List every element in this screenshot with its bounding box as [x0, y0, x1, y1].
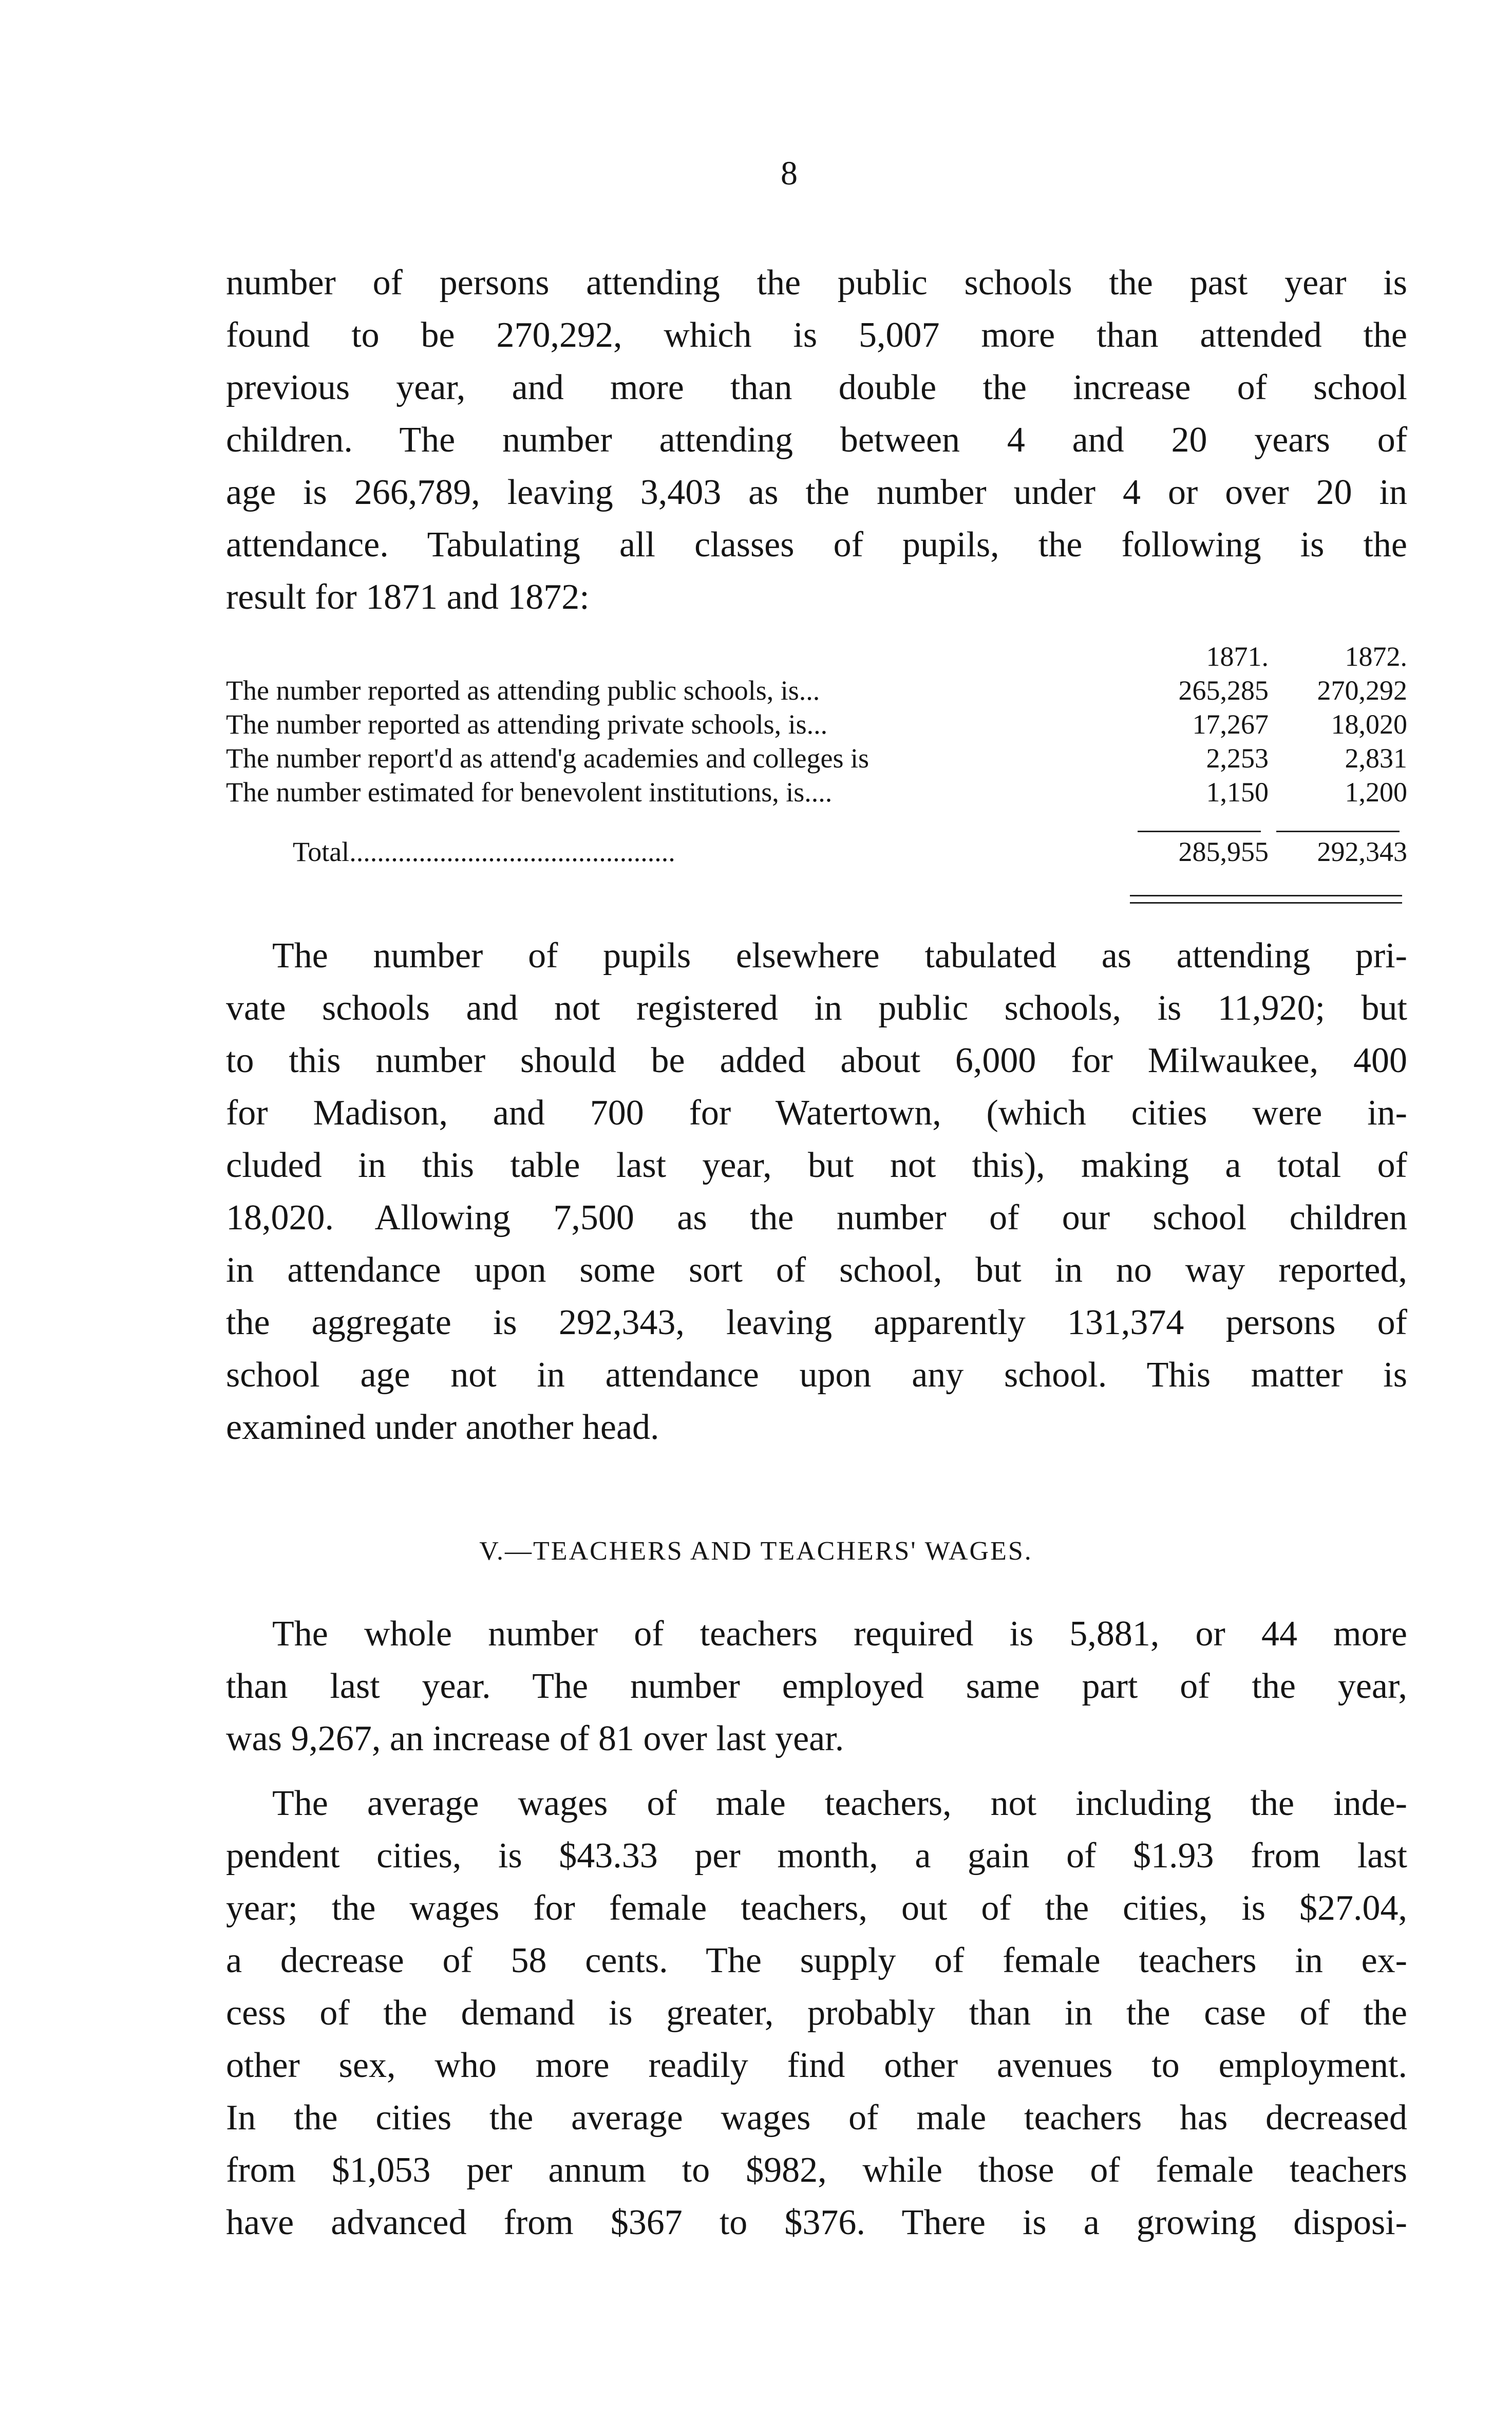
total-1871: 285,955 [1178, 836, 1269, 867]
total-row [226, 835, 1407, 871]
paragraph-3 [226, 1608, 1407, 1765]
total-1872: 292,343 [1317, 836, 1407, 867]
column-header-1871: 1871. [1206, 641, 1269, 672]
row-label: The number reported as attending public schools, is... [226, 675, 820, 706]
text-line: for Madison, and 700 for Watertown, (which cities were in- [226, 1093, 1407, 1133]
value-1871: 265,285 [1178, 675, 1269, 706]
paragraph-4 [226, 1777, 1407, 2249]
text-line: cess of the demand is greater, probably than in the case of the [226, 1993, 1407, 2033]
total-double-rule-bottom [1130, 902, 1402, 904]
table-row [226, 673, 1407, 707]
subtotal-rule-1871 [1138, 831, 1261, 832]
value-1872: 2,831 [1345, 743, 1407, 774]
row-label: The number report'd as attend'g academies and colleges is [226, 743, 869, 774]
text-line: a decrease of 58 cents. The supply of female teachers in ex- [226, 1941, 1407, 1980]
value-1872: 18,020 [1331, 709, 1407, 740]
value-1872: 270,292 [1317, 675, 1407, 706]
text-line: in attendance upon some sort of school, but in no way reported, [226, 1250, 1407, 1290]
subtotal-rule-1872 [1276, 831, 1400, 832]
text-line: The number of pupils elsewhere tabulated as attending pri- [272, 936, 1407, 976]
paragraph-1 [226, 257, 1407, 624]
text-line: cluded in this table last year, but not this), making a total of [226, 1146, 1407, 1185]
text-line: from $1,053 per annum to $982, while those of female teachers [226, 2150, 1407, 2190]
paragraph-2 [226, 930, 1407, 1454]
text-line: to this number should be added about 6,000 for Milwaukee, 400 [226, 1041, 1407, 1080]
text-line: examined under another head. [226, 1408, 659, 1447]
page-number: 8 [781, 155, 798, 192]
table-row [226, 741, 1407, 775]
row-label: The number reported as attending private schools, is... [226, 709, 828, 740]
total-label: Total............................................... [293, 836, 675, 867]
section-heading: V.—TEACHERS AND TEACHERS' WAGES. [479, 1537, 1033, 1566]
text-line: than last year. The number employed same part of the year, [226, 1666, 1407, 1706]
text-line: children. The number attending between 4 and 20 years of [226, 420, 1407, 460]
table-row [226, 707, 1407, 741]
text-line: number of persons attending the public schools the past year is [226, 263, 1407, 303]
text-line: year; the wages for female teachers, out of the cities, is $27.04, [226, 1888, 1407, 1928]
row-label: The number estimated for benevolent institutions, is.... [226, 777, 833, 808]
text-line: vate schools and not registered in public schools, is 11,920; but [226, 988, 1407, 1028]
total-double-rule-top [1130, 895, 1402, 896]
table-header-row [226, 640, 1407, 673]
text-line: previous year, and more than double the increase of school [226, 368, 1407, 407]
text-line: The whole number of teachers required is 5,881, or 44 more [272, 1614, 1407, 1654]
column-header-1872: 1872. [1345, 641, 1407, 672]
text-line: The average wages of male teachers, not including the inde- [272, 1784, 1407, 1823]
text-line: the aggregate is 292,343, leaving apparently 131,374 persons of [226, 1303, 1407, 1342]
value-1871: 2,253 [1206, 743, 1269, 774]
value-1871: 1,150 [1206, 777, 1269, 808]
text-line: found to be 270,292, which is 5,007 more than attended the [226, 315, 1407, 355]
text-line: age is 266,789, leaving 3,403 as the number under 4 or over 20 in [226, 473, 1407, 512]
text-line: attendance. Tabulating all classes of pupils, the following is the [226, 525, 1407, 565]
text-line: have advanced from $367 to $376. There is a growing disposi- [226, 2203, 1407, 2242]
text-line: result for 1871 and 1872: [226, 577, 590, 617]
text-line: In the cities the average wages of male teachers has decreased [226, 2098, 1407, 2138]
text-line: was 9,267, an increase of 81 over last year. [226, 1719, 844, 1758]
text-line: school age not in attendance upon any school. This matter is [226, 1355, 1407, 1395]
text-line: pendent cities, is $43.33 per month, a gain of $1.93 from last [226, 1836, 1407, 1876]
value-1871: 17,267 [1192, 709, 1269, 740]
text-line: other sex, who more readily find other avenues to employment. [226, 2046, 1407, 2085]
text-line: 18,020. Allowing 7,500 as the number of our school children [226, 1198, 1407, 1238]
table-row [226, 775, 1407, 809]
value-1872: 1,200 [1345, 777, 1407, 808]
attendance-table [226, 640, 1407, 871]
